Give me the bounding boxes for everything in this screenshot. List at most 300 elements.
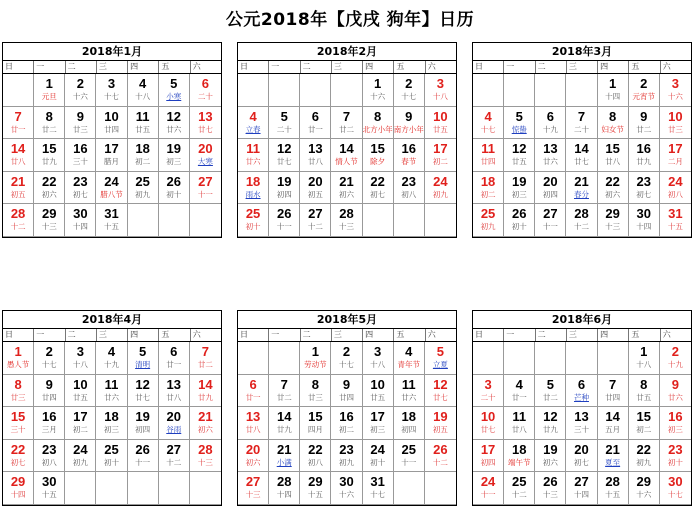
- day-cell[interactable]: [363, 107, 394, 140]
- day-cell[interactable]: [159, 172, 190, 205]
- empty-day-cell: [3, 74, 34, 107]
- day-cell[interactable]: [3, 342, 34, 375]
- day-cell[interactable]: [363, 440, 394, 473]
- weekday-label: 二: [66, 61, 97, 73]
- weekday-label: 六: [192, 62, 201, 71]
- day-cell[interactable]: [473, 375, 504, 408]
- day-cell[interactable]: [159, 342, 190, 375]
- month-calendar-mar: [472, 42, 692, 238]
- day-number: 16: [401, 141, 416, 156]
- day-cell[interactable]: [300, 342, 331, 375]
- day-cell[interactable]: [363, 74, 394, 107]
- day-cell[interactable]: [300, 172, 331, 205]
- day-cell[interactable]: [190, 107, 221, 140]
- day-cell[interactable]: [660, 342, 691, 375]
- day-cell[interactable]: [425, 172, 456, 205]
- weekday-label: 五: [159, 61, 190, 73]
- day-cell[interactable]: [566, 139, 597, 172]
- day-cell[interactable]: [96, 172, 127, 205]
- day-cell[interactable]: [3, 472, 34, 505]
- day-cell[interactable]: [159, 407, 190, 440]
- empty-day-cell: [394, 472, 425, 505]
- day-cell[interactable]: [331, 172, 362, 205]
- day-cell[interactable]: [566, 375, 597, 408]
- day-number: 17: [433, 141, 448, 156]
- day-cell[interactable]: [190, 139, 221, 172]
- lunar-date-label: 初二: [338, 425, 354, 434]
- lunar-date-label: 初三: [667, 425, 683, 434]
- day-cell[interactable]: [65, 172, 96, 205]
- festival-label: 青年节: [397, 360, 421, 369]
- day-cell[interactable]: [128, 342, 159, 375]
- day-cell[interactable]: [190, 342, 221, 375]
- day-cell[interactable]: [65, 107, 96, 140]
- day-cell[interactable]: [300, 375, 331, 408]
- day-cell[interactable]: [629, 107, 660, 140]
- day-cell[interactable]: [598, 74, 629, 107]
- day-cell[interactable]: [34, 107, 65, 140]
- day-cell[interactable]: [566, 107, 597, 140]
- lunar-date-label: 十四: [636, 222, 652, 231]
- lunar-date-label: 初七: [10, 457, 26, 467]
- lunar-date-label: 初三: [103, 425, 119, 434]
- day-cell[interactable]: [269, 407, 300, 440]
- day-cell[interactable]: [65, 407, 96, 440]
- day-number: 26: [166, 173, 181, 189]
- day-number: 22: [10, 441, 26, 457]
- lunar-date-label: 十七: [370, 490, 386, 499]
- day-cell[interactable]: [363, 172, 394, 205]
- day-cell[interactable]: [269, 107, 300, 140]
- day-cell[interactable]: [660, 407, 691, 440]
- weekday-label: 日: [473, 61, 504, 73]
- day-cell[interactable]: [65, 139, 96, 172]
- day-cell[interactable]: [504, 472, 535, 505]
- day-cell[interactable]: [535, 472, 566, 505]
- day-cell[interactable]: [473, 139, 504, 172]
- day-cell[interactable]: [535, 440, 566, 473]
- day-number: 25: [401, 441, 416, 457]
- day-cell[interactable]: [3, 440, 34, 473]
- day-cell[interactable]: [238, 407, 269, 440]
- day-cell[interactable]: [34, 74, 65, 107]
- day-cell[interactable]: [660, 107, 691, 140]
- empty-day-cell: [300, 74, 331, 107]
- day-cell[interactable]: [331, 139, 362, 172]
- day-cell[interactable]: [238, 139, 269, 172]
- lunar-date-label: 廿七: [197, 124, 213, 134]
- day-cell[interactable]: [425, 407, 456, 440]
- day-cell[interactable]: [34, 375, 65, 408]
- lunar-date-label: 初五: [432, 425, 448, 434]
- day-cell[interactable]: [566, 472, 597, 505]
- day-cell[interactable]: [238, 172, 269, 205]
- day-cell[interactable]: [629, 74, 660, 107]
- day-cell[interactable]: [300, 139, 331, 172]
- day-cell[interactable]: [300, 204, 331, 237]
- day-cell[interactable]: [535, 407, 566, 440]
- day-cell[interactable]: [504, 375, 535, 408]
- lunar-date-label: 二月: [667, 157, 683, 166]
- day-cell[interactable]: [394, 375, 425, 408]
- day-cell[interactable]: [331, 440, 362, 473]
- day-cell[interactable]: [128, 74, 159, 107]
- day-cell[interactable]: [629, 472, 660, 505]
- day-cell[interactable]: [535, 172, 566, 205]
- day-number: 2: [76, 76, 84, 91]
- day-number: 19: [276, 173, 292, 189]
- day-cell[interactable]: [394, 107, 425, 140]
- day-number: 15: [41, 141, 57, 156]
- day-number: 13: [308, 141, 323, 156]
- lunar-date-label: 廿二: [542, 392, 558, 402]
- lunar-date-label: 初二: [636, 425, 652, 434]
- day-number: 3: [484, 376, 492, 392]
- lunar-date-label: 廿七: [276, 157, 292, 166]
- day-cell[interactable]: [331, 107, 362, 140]
- day-cell[interactable]: [566, 204, 597, 237]
- day-cell[interactable]: [473, 472, 504, 505]
- day-number: 11: [401, 376, 416, 392]
- weekday-label: 日: [238, 329, 269, 341]
- weekday-label: 五: [394, 61, 425, 73]
- lunar-date-label: 廿五: [636, 392, 652, 402]
- day-cell[interactable]: [300, 407, 331, 440]
- day-cell[interactable]: [128, 375, 159, 408]
- day-cell[interactable]: [159, 107, 190, 140]
- lunar-date-label: 十六: [370, 92, 386, 101]
- empty-day-cell: [535, 74, 566, 107]
- day-number: 23: [401, 173, 416, 189]
- day-cell[interactable]: [425, 440, 456, 473]
- weekday-label: 二: [66, 329, 97, 341]
- day-cell[interactable]: [190, 172, 221, 205]
- empty-day-cell: [566, 342, 597, 375]
- day-number: 28: [339, 206, 354, 221]
- day-cell[interactable]: [96, 139, 127, 172]
- day-cell[interactable]: [34, 342, 65, 375]
- day-cell[interactable]: [128, 407, 159, 440]
- day-cell[interactable]: [3, 204, 34, 237]
- day-cell[interactable]: [34, 407, 65, 440]
- day-cell[interactable]: [269, 472, 300, 505]
- day-cell[interactable]: [363, 407, 394, 440]
- lunar-date-label: 初二: [480, 189, 496, 199]
- day-cell[interactable]: [660, 204, 691, 237]
- day-number: 5: [170, 76, 178, 91]
- lunar-date-label: 二十: [480, 392, 496, 402]
- day-cell[interactable]: [96, 342, 127, 375]
- lunar-date-label: 廿五: [135, 124, 151, 134]
- day-number: 4: [249, 108, 257, 124]
- day-cell[interactable]: [96, 107, 127, 140]
- day-cell[interactable]: [394, 342, 425, 375]
- day-cell[interactable]: [3, 139, 34, 172]
- weekday-label: 日: [3, 329, 34, 341]
- day-cell[interactable]: [3, 107, 34, 140]
- day-cell[interactable]: [190, 74, 221, 107]
- day-cell[interactable]: [159, 139, 190, 172]
- empty-day-cell: [566, 74, 597, 107]
- day-cell[interactable]: [598, 204, 629, 237]
- day-cell[interactable]: [598, 107, 629, 140]
- day-number: 22: [308, 441, 323, 457]
- lunar-date-label: 初十: [667, 457, 683, 467]
- weekday-label: 三: [332, 329, 363, 341]
- day-number: 4: [484, 108, 492, 124]
- day-cell[interactable]: [34, 440, 65, 473]
- day-cell[interactable]: [629, 440, 660, 473]
- day-number: 2: [342, 344, 351, 359]
- day-number: 23: [339, 441, 354, 457]
- day-cell[interactable]: [34, 472, 65, 505]
- day-number: 17: [370, 409, 385, 424]
- day-grid: [473, 342, 691, 505]
- lunar-date-label: 十一: [480, 490, 496, 499]
- day-cell[interactable]: [660, 440, 691, 473]
- day-cell[interactable]: [473, 172, 504, 205]
- day-cell[interactable]: [598, 375, 629, 408]
- lunar-date-label: 四月: [307, 425, 323, 434]
- day-cell[interactable]: [504, 172, 535, 205]
- lunar-date-label: 十一: [276, 222, 292, 231]
- lunar-date-label: 廿七: [135, 392, 151, 402]
- day-cell[interactable]: [535, 107, 566, 140]
- day-cell[interactable]: [660, 472, 691, 505]
- lunar-date-label: 初十: [370, 457, 386, 467]
- day-cell[interactable]: [269, 375, 300, 408]
- lunar-date-label: 廿六: [667, 392, 683, 402]
- lunar-date-label: 廿九: [542, 425, 558, 434]
- day-cell[interactable]: [504, 204, 535, 237]
- day-number: 13: [166, 376, 181, 392]
- day-cell[interactable]: [331, 204, 362, 237]
- day-cell[interactable]: [331, 407, 362, 440]
- day-cell[interactable]: [660, 74, 691, 107]
- day-number: 26: [543, 474, 558, 489]
- weekday-label: 二: [536, 61, 567, 73]
- day-cell[interactable]: [504, 407, 535, 440]
- lunar-date-label: 廿八: [307, 157, 323, 166]
- day-cell[interactable]: [3, 172, 34, 205]
- day-cell[interactable]: [473, 407, 504, 440]
- day-number: 15: [370, 141, 385, 156]
- day-cell[interactable]: [598, 139, 629, 172]
- day-number: 30: [636, 206, 651, 221]
- day-cell[interactable]: [331, 342, 362, 375]
- lunar-date-label: 廿二: [41, 124, 57, 134]
- festival-label: 除夕: [370, 157, 386, 166]
- lunar-date-label: 十二: [10, 222, 26, 231]
- day-cell[interactable]: [394, 172, 425, 205]
- day-cell[interactable]: [3, 375, 34, 408]
- solar-term-label: 小寒: [166, 92, 182, 101]
- day-number: 12: [166, 108, 181, 124]
- lunar-date-label: 十五: [307, 490, 323, 499]
- day-cell[interactable]: [660, 139, 691, 172]
- day-number: 16: [668, 409, 683, 424]
- day-number: 7: [201, 344, 210, 359]
- day-cell[interactable]: [473, 440, 504, 473]
- weekday-label: 四: [598, 61, 629, 73]
- lunar-date-label: 初三: [370, 425, 386, 434]
- lunar-date-label: 廿五: [511, 157, 527, 166]
- day-cell[interactable]: [566, 440, 597, 473]
- day-cell[interactable]: [629, 342, 660, 375]
- day-cell[interactable]: [96, 375, 127, 408]
- day-cell[interactable]: [629, 375, 660, 408]
- empty-day-cell: [473, 342, 504, 375]
- day-cell[interactable]: [190, 407, 221, 440]
- day-cell[interactable]: [159, 375, 190, 408]
- day-cell[interactable]: [159, 74, 190, 107]
- day-cell[interactable]: [566, 172, 597, 205]
- day-cell[interactable]: [238, 375, 269, 408]
- solar-term-label: 立夏: [432, 360, 448, 369]
- day-number: 14: [574, 141, 589, 156]
- lunar-date-label: 初六: [338, 189, 354, 199]
- day-cell[interactable]: [65, 204, 96, 237]
- lunar-date-label: 十五: [667, 222, 683, 231]
- day-cell[interactable]: [629, 407, 660, 440]
- lunar-date-label: 十一: [135, 457, 151, 467]
- day-cell[interactable]: [425, 107, 456, 140]
- day-cell[interactable]: [598, 472, 629, 505]
- day-cell[interactable]: [566, 407, 597, 440]
- day-cell[interactable]: [473, 107, 504, 140]
- day-cell[interactable]: [363, 375, 394, 408]
- day-cell[interactable]: [65, 74, 96, 107]
- day-number: 29: [605, 206, 620, 221]
- day-cell[interactable]: [394, 440, 425, 473]
- day-cell[interactable]: [629, 204, 660, 237]
- day-number: 1: [609, 76, 617, 91]
- day-cell[interactable]: [238, 440, 269, 473]
- day-cell[interactable]: [425, 342, 456, 375]
- day-cell[interactable]: [96, 407, 127, 440]
- day-cell[interactable]: [535, 204, 566, 237]
- day-cell[interactable]: [535, 375, 566, 408]
- day-number: 3: [671, 76, 680, 91]
- day-cell[interactable]: [660, 172, 691, 205]
- month-calendar-apr: [2, 310, 222, 506]
- day-cell[interactable]: [238, 472, 269, 505]
- day-cell[interactable]: [660, 375, 691, 408]
- day-number: 2: [671, 344, 680, 359]
- day-cell[interactable]: [190, 440, 221, 473]
- day-cell[interactable]: [96, 74, 127, 107]
- day-cell[interactable]: [629, 139, 660, 172]
- lunar-date-label: 廿三: [72, 124, 88, 134]
- day-cell[interactable]: [331, 472, 362, 505]
- day-cell[interactable]: [3, 407, 34, 440]
- day-cell[interactable]: [128, 107, 159, 140]
- day-cell[interactable]: [300, 440, 331, 473]
- day-cell[interactable]: [190, 375, 221, 408]
- weekday-label: 四: [128, 61, 159, 73]
- day-cell[interactable]: [65, 375, 96, 408]
- day-number: 21: [574, 173, 589, 189]
- day-cell[interactable]: [65, 342, 96, 375]
- day-cell[interactable]: [238, 107, 269, 140]
- day-cell[interactable]: [238, 204, 269, 237]
- lunar-date-label: 廿五: [370, 392, 386, 402]
- day-cell[interactable]: [96, 440, 127, 473]
- day-number: 10: [104, 108, 119, 124]
- day-cell[interactable]: [504, 107, 535, 140]
- day-cell[interactable]: [598, 440, 629, 473]
- day-cell[interactable]: [394, 407, 425, 440]
- empty-day-cell: [425, 204, 456, 237]
- day-number: 28: [198, 441, 213, 457]
- weekday-label: 六: [662, 330, 671, 339]
- day-number: 9: [76, 108, 84, 124]
- day-cell[interactable]: [65, 440, 96, 473]
- lunar-date-label: 初九: [636, 457, 652, 467]
- day-cell[interactable]: [473, 204, 504, 237]
- lunar-date-label: 十九: [667, 360, 683, 369]
- day-cell[interactable]: [34, 139, 65, 172]
- day-cell[interactable]: [363, 342, 394, 375]
- lunar-date-label: 初九: [72, 457, 88, 467]
- day-cell[interactable]: [425, 375, 456, 408]
- day-number: 30: [339, 474, 354, 489]
- day-cell[interactable]: [504, 139, 535, 172]
- weekday-header: [473, 329, 691, 342]
- lunar-date-label: 廿一: [166, 360, 182, 369]
- day-number: 29: [10, 474, 26, 489]
- day-cell[interactable]: [269, 440, 300, 473]
- day-cell[interactable]: [425, 139, 456, 172]
- day-cell[interactable]: [128, 139, 159, 172]
- weekday-header: [238, 61, 456, 74]
- day-cell[interactable]: [363, 139, 394, 172]
- day-cell[interactable]: [300, 472, 331, 505]
- day-cell[interactable]: [535, 139, 566, 172]
- day-cell[interactable]: [96, 204, 127, 237]
- day-cell[interactable]: [300, 107, 331, 140]
- day-cell[interactable]: [269, 139, 300, 172]
- day-cell[interactable]: [34, 172, 65, 205]
- day-cell[interactable]: [128, 172, 159, 205]
- day-cell[interactable]: [629, 172, 660, 205]
- day-cell[interactable]: [598, 407, 629, 440]
- day-cell[interactable]: [394, 74, 425, 107]
- day-cell[interactable]: [159, 440, 190, 473]
- lunar-date-label: 初三: [511, 189, 527, 199]
- day-cell[interactable]: [269, 172, 300, 205]
- day-cell[interactable]: [331, 375, 362, 408]
- lunar-date-label: 廿四: [41, 392, 57, 402]
- day-cell[interactable]: [34, 204, 65, 237]
- day-cell[interactable]: [269, 204, 300, 237]
- day-cell[interactable]: [598, 172, 629, 205]
- day-cell[interactable]: [394, 139, 425, 172]
- day-number: 8: [14, 376, 22, 392]
- day-cell[interactable]: [363, 472, 394, 505]
- solar-term-label: 夏至: [605, 457, 621, 467]
- day-cell[interactable]: [128, 440, 159, 473]
- day-cell[interactable]: [425, 74, 456, 107]
- day-number: 8: [45, 108, 53, 124]
- lunar-date-label: 十二: [511, 490, 527, 499]
- day-number: 25: [511, 474, 527, 489]
- day-number: 17: [668, 141, 683, 156]
- day-number: 28: [10, 206, 26, 221]
- day-cell[interactable]: [504, 440, 535, 473]
- day-number: 19: [166, 141, 181, 156]
- day-number: 22: [370, 173, 385, 189]
